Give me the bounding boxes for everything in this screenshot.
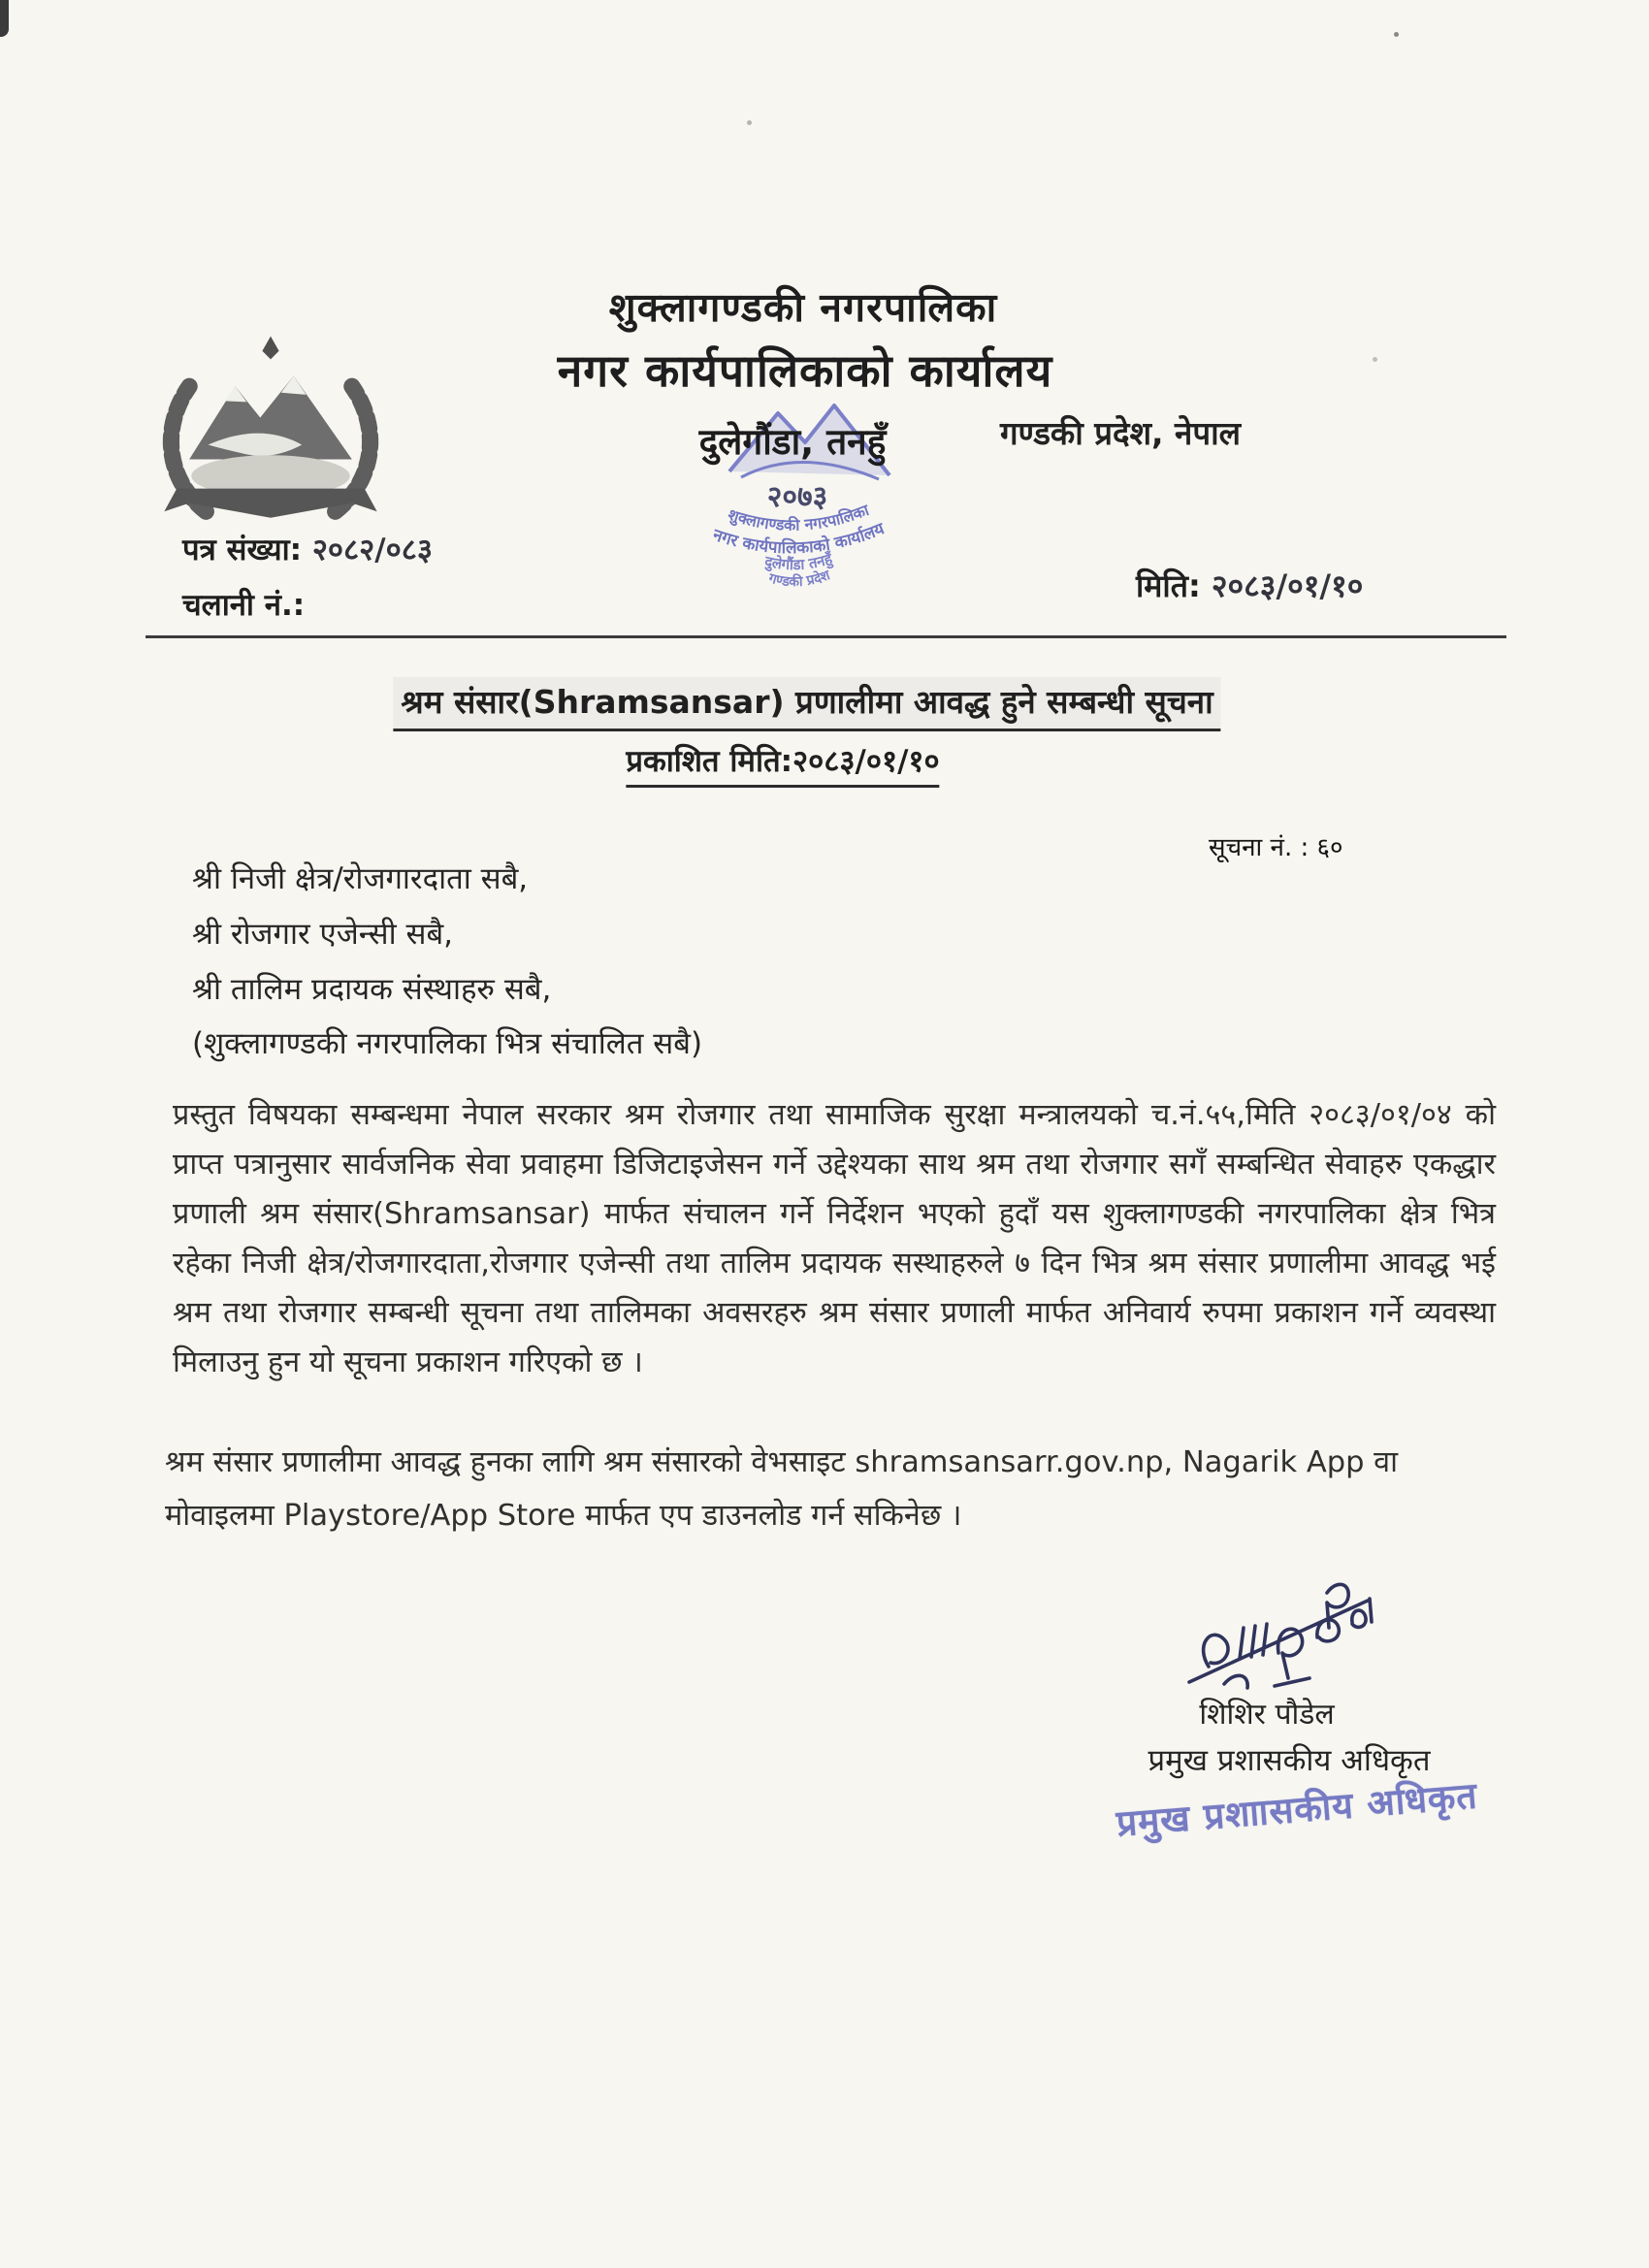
- stamp-place: दुलेगौंडा तनहुँ: [762, 549, 835, 574]
- dispatch-number-label: चलानी नं.:: [182, 588, 306, 623]
- dispatch-number-row: [182, 584, 305, 625]
- letterhead-municipality: शुक्लागण्डकी नगरपालिका: [608, 284, 998, 331]
- scan-corner-artifact: [0, 0, 9, 37]
- municipal-emblem-icon: [146, 332, 396, 531]
- ref-number-label: पत्र संख्या:: [182, 533, 303, 567]
- notice-number-row: [1209, 828, 1343, 863]
- date-label: मिति:: [1136, 567, 1201, 604]
- letterhead-divider: [146, 635, 1506, 638]
- addressee-line: श्री निजी क्षेत्र/रोजगारदाता सबै,: [192, 861, 529, 896]
- ref-number-value: २०८२/०८३: [311, 533, 433, 567]
- signature-stroke: [1204, 1635, 1228, 1667]
- body-paragraph-1: प्रस्तुत विषयका सम्बन्धमा नेपाल सरकार श्रम रोजगार तथा सामाजिक सुरक्षा मन्त्रालयको च.नं.५५,मिति २०८३/०१/०४ को प्राप्त पत्रानुसार सार्वजनिक सेवा प्रवाहमा डिजिटाइजेसन गर्ने उद्देश्यका साथ श्रम तथा रोजगार सगँ सम्बन्धित सेवाहरु एकद्धार प्रणाली श्रम संसार(Shramsansar) मार्फत संचालन गर्ने निर्देशन भएको हुदाँ यस शुक्लागण्डकी नगरपालिका क्षेत्र भित्र रहेका निजी क्षेत्र/रोजगारदाता,रोजगार एजेन्सी तथा तालिम प्रदायक सस्थाहरुले ७ दिन भित्र श्रम संसार प्रणालीमा आवद्ध भई श्रम तथा रोजगार सम्बन्धी सूचना तथा तालिमका अवसरहरु श्रम संसार प्रणाली मार्फत अनिवार्य रुपमा प्रकाशन गर्ने व्यवस्था मिलाउनु हुन यो सूचना प्रकाशन गरिएको छ ।: [173, 1098, 1496, 1379]
- scan-speck: [1373, 357, 1377, 362]
- notice-number-label: सूचना नं. :: [1209, 833, 1310, 862]
- stamp-year: २०७३: [766, 480, 828, 514]
- letterhead-province: गण्डकी प्रदेश, नेपाल: [999, 414, 1242, 452]
- date-row: [1136, 565, 1363, 606]
- date-value: २०८३/०१/१०: [1211, 567, 1364, 604]
- signature-stroke: [1224, 1675, 1247, 1688]
- handwritten-signature: [1181, 1577, 1375, 1703]
- signature-stroke: [1275, 1678, 1310, 1686]
- addressee-line: श्री तालिम प्रदायक संस्थाहरु सबै,: [192, 972, 552, 1007]
- signatory-designation: प्रमुख प्रशासकीय अधिकृत: [1148, 1743, 1431, 1778]
- snow-cap: [225, 386, 247, 402]
- signature-stroke: [1189, 1601, 1368, 1682]
- addressee-line: श्री रोजगार एजेन्सी सबै,: [192, 917, 454, 952]
- letterhead-address: दुलेगौंडा, तनहुँ: [698, 421, 887, 463]
- ref-number-row: [182, 529, 433, 569]
- scan-speck: [1394, 32, 1399, 37]
- published-date: प्रकाशित मिति:२०८३/०१/१०: [626, 740, 939, 788]
- designation-ink-stamp: प्रमुख प्रशाासकीय अधिकृत: [1115, 1774, 1479, 1845]
- snow-cap: [281, 376, 307, 395]
- stamp-arc-office: नगर कार्यपालिकाको कार्यालय: [710, 519, 888, 559]
- addressee-line: (शुक्लागण्डकी नगरपालिका भित्र संचालित सबै): [192, 1026, 703, 1061]
- notice-number-value: ६०: [1316, 833, 1343, 862]
- body-paragraph-2: श्रम संसार प्रणालीमा आवद्ध हुनका लागि श्रम संसारको वेभसाइट shramsansarr.gov.np, Nagarik App वा मोवाइलमा Playstore/App Store मार्फत एप डाउनलोड गर्न सकिनेछ ।: [165, 1445, 1398, 1533]
- emblem-crest: [262, 337, 278, 360]
- subject-title: श्रम संसार(Shramsansar) प्रणालीमा आवद्ध हुने सम्बन्धी सूचना: [393, 677, 1220, 731]
- signatory-name: शिशिर पौडेल: [1199, 1698, 1335, 1732]
- scan-speck: [747, 120, 752, 125]
- stamp-province: गण्डकी प्रदेश: [766, 567, 832, 591]
- letterhead-office: नगर कार्यपालिकाको कार्यालय: [557, 344, 1053, 397]
- stamp-arc-municipality: शुक्लागण्डकी नगरपालिका: [726, 500, 872, 535]
